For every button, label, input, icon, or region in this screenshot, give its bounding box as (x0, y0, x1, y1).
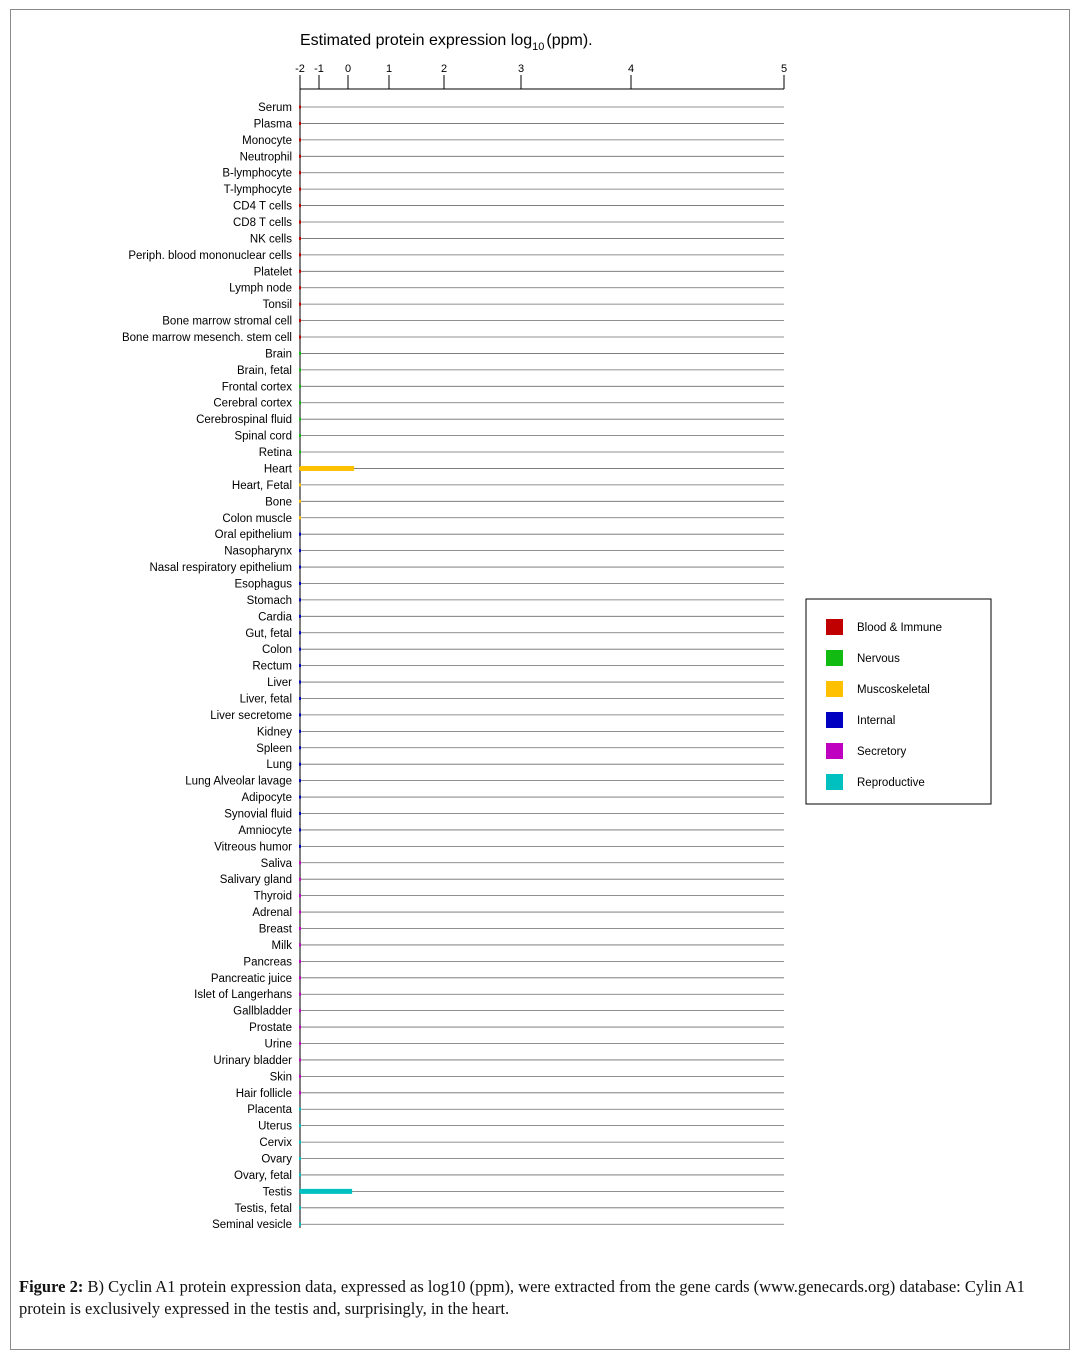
legend-label: Reproductive (857, 777, 925, 789)
bar-stub (299, 188, 301, 191)
legend-swatch (826, 712, 843, 728)
bar-stub (299, 927, 301, 930)
bar-stub (299, 533, 301, 536)
bar-stub (299, 221, 301, 224)
legend-label: Blood & Immune (857, 622, 943, 634)
category-label: Cardia (258, 611, 292, 624)
bar-stub (299, 549, 301, 552)
category-label: Skin (269, 1071, 292, 1084)
bar-stub (299, 368, 301, 371)
category-label: Ovary, fetal (234, 1169, 292, 1182)
bar-stub (299, 122, 301, 125)
category-label: Nasal respiratory epithelium (149, 562, 292, 575)
category-label: Colon (261, 644, 292, 657)
category-label: Brain (265, 348, 292, 361)
bar-stub (299, 286, 301, 289)
category-label: Urine (264, 1038, 292, 1051)
bar-stub (299, 1173, 301, 1176)
category-label: Gut, fetal (245, 627, 292, 640)
bar-stub (299, 1042, 301, 1045)
x-tick-label: -1 (314, 63, 324, 75)
category-label: Cerebrospinal fluid (196, 414, 292, 427)
category-label: Pancreas (243, 956, 292, 969)
legend-label: Nervous (857, 653, 900, 665)
bar-stub (299, 993, 301, 996)
bar-stub (299, 434, 301, 437)
category-label: Cervix (259, 1137, 292, 1150)
category-label: Prostate (249, 1022, 292, 1035)
category-label: Synovial fluid (224, 808, 292, 821)
category-label: Stomach (246, 594, 292, 607)
category-label: Bone marrow stromal cell (162, 315, 292, 328)
category-label: Cerebral cortex (213, 397, 292, 410)
bar-stub (299, 631, 301, 634)
legend-swatch (826, 774, 843, 790)
category-label: Gallbladder (233, 1005, 292, 1018)
bar-stub (299, 1091, 301, 1094)
category-label: Liver secretome (210, 709, 292, 722)
bar-stub (299, 106, 301, 109)
bar-stub (299, 319, 301, 322)
category-label: Salivary gland (219, 874, 292, 887)
category-label: Retina (258, 447, 292, 460)
category-label: B-lymphocyte (222, 167, 292, 180)
bar-stub (299, 171, 301, 174)
bar-stub (299, 451, 301, 454)
legend-label: Internal (857, 715, 896, 727)
bar-stub (299, 861, 301, 864)
category-label: CD4 T cells (232, 200, 292, 213)
category-label: Adrenal (252, 907, 292, 920)
x-tick-label: 4 (627, 63, 635, 75)
bar-stub (299, 976, 301, 979)
category-label: Bone marrow mesench. stem cell (121, 332, 292, 345)
bar-stub (299, 352, 301, 355)
category-label: Breast (258, 923, 292, 936)
category-label: Lung Alveolar lavage (185, 775, 292, 788)
x-tick-label: 0 (344, 63, 352, 75)
bar-stub (299, 253, 301, 256)
bar-stub (299, 713, 301, 716)
category-label: Spinal cord (234, 430, 292, 443)
bar-stub (299, 845, 301, 848)
category-label: Tonsil (262, 299, 292, 312)
category-label: Pancreatic juice (210, 972, 292, 985)
bar-stub (299, 1206, 301, 1209)
category-label: Heart, Fetal (231, 479, 292, 492)
chart-title: Estimated protein expression $\log_{10} (ppm)$. (300, 32, 593, 53)
bar-stub (299, 1124, 301, 1127)
bar-stub (299, 582, 301, 585)
category-label: Nasopharynx (224, 545, 292, 558)
category-label: Liver, fetal (239, 693, 292, 706)
bar-stub (299, 828, 301, 831)
category-label: Spleen (256, 742, 292, 755)
category-label: Heart (263, 463, 292, 476)
bar-stub (299, 681, 301, 684)
bar-stub (299, 1009, 301, 1012)
category-label: Islet of Langerhans (194, 989, 292, 1002)
bar-stub (299, 878, 301, 881)
bar-stub (299, 336, 301, 339)
category-label: Liver (267, 677, 292, 690)
category-label: Ovary (261, 1153, 292, 1166)
bar-stub (299, 812, 301, 815)
bar-stub (299, 516, 301, 519)
bar-stub (299, 960, 301, 963)
category-label: Seminal vesicle (212, 1219, 292, 1232)
category-label: Milk (271, 939, 292, 952)
category-label: NK cells (249, 233, 292, 246)
bar-stub (299, 401, 301, 404)
bar (300, 1189, 352, 1194)
x-tick-label: 1 (385, 63, 393, 75)
category-label: Brain, fetal (237, 364, 292, 377)
category-label: Amniocyte (238, 824, 292, 837)
x-tick-label: -2 (295, 63, 305, 75)
category-label: Rectum (252, 660, 292, 673)
bar-stub (299, 664, 301, 667)
bar-stub (299, 303, 301, 306)
category-label: Placenta (247, 1104, 292, 1117)
bar-stub (299, 1026, 301, 1029)
category-label: Lymph node (229, 282, 292, 295)
bar-stub (299, 155, 301, 158)
category-label: Testis (262, 1186, 292, 1199)
category-label: Kidney (256, 726, 292, 739)
bar-stub (299, 500, 301, 503)
category-label: Vitreous humor (214, 841, 292, 854)
bar-stub (299, 1141, 301, 1144)
figure-caption (19, 1276, 1067, 1320)
legend-swatch (826, 619, 843, 635)
category-label: Saliva (260, 857, 292, 870)
bar-stub (299, 746, 301, 749)
bar-stub (299, 1108, 301, 1111)
x-tick-label: 3 (517, 63, 525, 75)
bar-stub (299, 385, 301, 388)
bar-stub (299, 615, 301, 618)
category-label: Adipocyte (241, 792, 292, 805)
bar-stub (299, 483, 301, 486)
bar-stub (299, 598, 301, 601)
legend-label: Muscoskeletal (857, 684, 930, 696)
category-label: Frontal cortex (221, 381, 292, 394)
bar-stub (299, 648, 301, 651)
bar-stub (299, 943, 301, 946)
bar-stub (299, 1223, 301, 1226)
caption-text: B) Cyclin A1 protein expression data, expressed as log10 (ppm), were extracted from the gene cards (www.genecards.org) database: Cylin A1 protein is exclusively expressed in the testis and, surprisingly, in the heart. (19, 1277, 1025, 1318)
bar-stub (299, 894, 301, 897)
bar-stub (299, 204, 301, 207)
bar-stub (299, 237, 301, 240)
bar-stub (299, 730, 301, 733)
bar (300, 466, 354, 471)
bar-stub (299, 1075, 301, 1078)
bar-stub (299, 763, 301, 766)
category-label: Bone (265, 496, 292, 509)
category-label: Periph. blood mononuclear cells (128, 249, 292, 262)
category-label: Thyroid (253, 890, 292, 903)
bar-stub (299, 697, 301, 700)
bar-stub (299, 1058, 301, 1061)
category-label: Urinary bladder (213, 1054, 292, 1067)
x-tick-label: 2 (440, 63, 448, 75)
bar-stub (299, 418, 301, 421)
category-label: Esophagus (234, 578, 292, 591)
category-label: Oral epithelium (214, 529, 292, 542)
bar-stub (299, 138, 301, 141)
bar-stub (299, 270, 301, 273)
category-label: Uterus (258, 1120, 292, 1133)
bar-stub (299, 911, 301, 914)
legend-swatch (826, 681, 843, 697)
category-label: Testis, fetal (234, 1202, 292, 1215)
bar-stub (299, 796, 301, 799)
category-label: Neutrophil (239, 151, 292, 164)
category-label: Lung (266, 759, 292, 772)
category-label: CD8 T cells (232, 217, 292, 230)
bar-stub (299, 1157, 301, 1160)
bar-stub (299, 566, 301, 569)
category-label: Platelet (253, 266, 292, 279)
category-label: Serum (258, 102, 292, 114)
category-label: T-lymphocyte (223, 184, 292, 197)
legend-label: Secretory (857, 746, 907, 758)
bar-stub (299, 779, 301, 782)
category-label: Hair follicle (235, 1087, 292, 1100)
caption-label: Figure 2: (19, 1277, 84, 1296)
legend-swatch (826, 743, 843, 759)
legend-swatch (826, 650, 843, 666)
x-tick-label: 5 (780, 63, 788, 75)
category-label: Plasma (253, 118, 292, 131)
category-label: Monocyte (242, 134, 292, 147)
category-label: Colon muscle (222, 512, 292, 525)
